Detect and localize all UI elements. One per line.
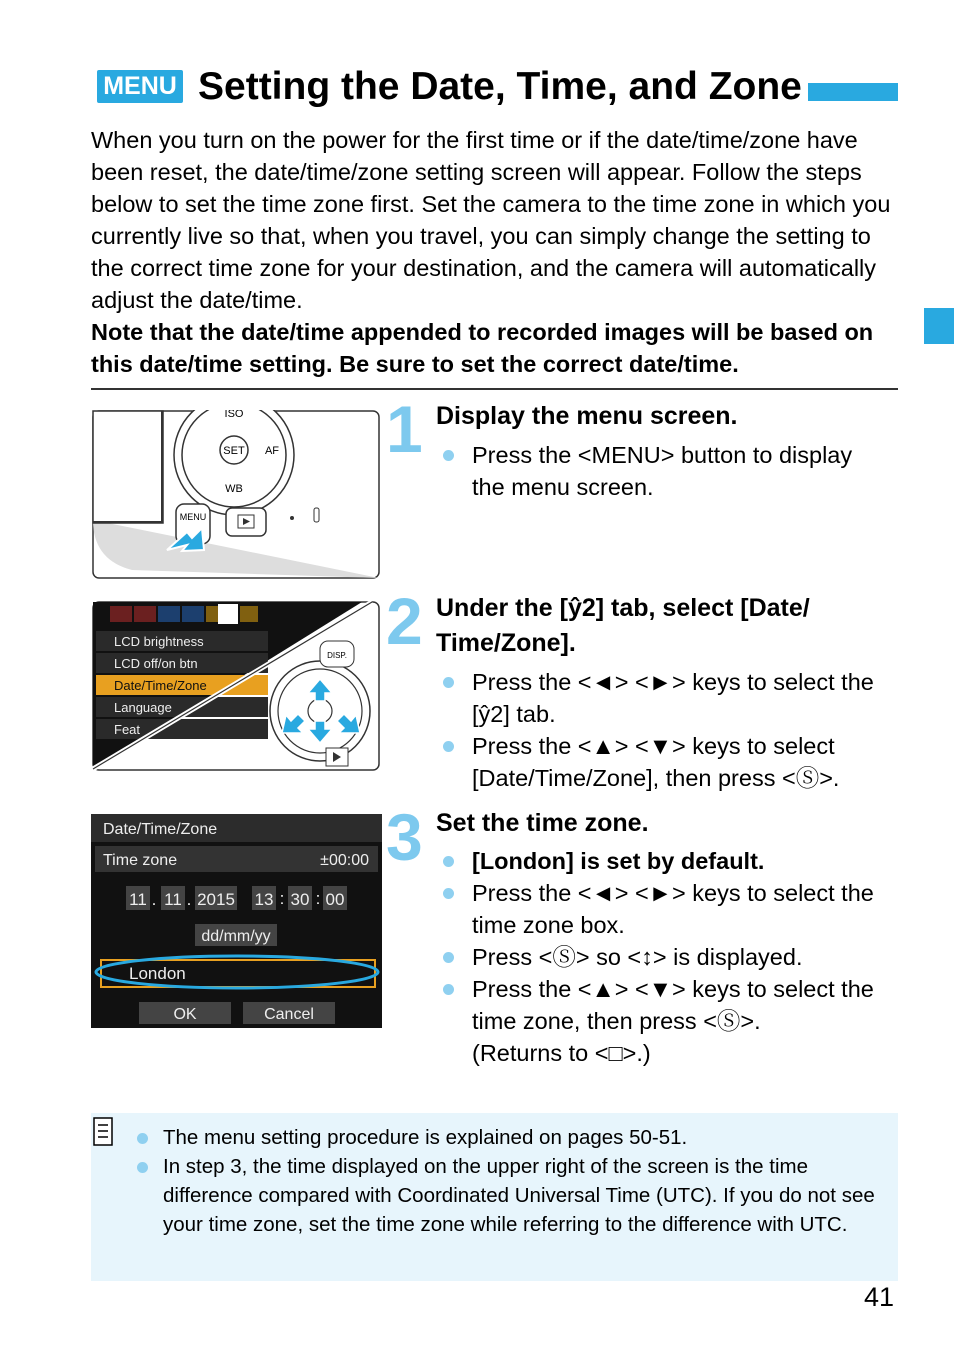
step-1-bullet-1: Press the <MENU> button to display the menu screen.	[436, 439, 876, 503]
menu-item-lcd-offon: LCD off/on btn	[114, 656, 198, 671]
dtz-second: 00	[325, 890, 345, 909]
note-item-1: The menu setting procedure is explained on pages 50-51.	[135, 1123, 885, 1152]
step-3-number: 3	[386, 800, 423, 874]
step-2-bullet-2: Press the <▲> <▼> keys to select [Date/Time/Zone], then press <Ⓢ>.	[436, 730, 876, 794]
step-3-bullets	[436, 845, 876, 1069]
menu-item-feat: Feat	[114, 722, 141, 737]
dtz-year: 2015	[197, 890, 235, 909]
page-number: 41	[864, 1282, 895, 1312]
dtz-month: 11	[164, 890, 182, 909]
chapter-side-tab	[924, 308, 954, 344]
step-3-title: Set the time zone.	[436, 809, 649, 837]
step-3-bullet-4: Press the <▲> <▼> keys to select the time zone, then press <Ⓢ>.	[436, 973, 876, 1037]
step-3-after: (Returns to <□>.)	[472, 1040, 651, 1066]
set-button-label: SET	[223, 445, 245, 457]
date-time-zone-screen-illustration	[91, 814, 382, 1028]
memo-icon	[93, 1117, 115, 1147]
svg-text::: :	[315, 889, 321, 908]
dtz-cancel: Cancel	[264, 1006, 314, 1023]
step-1-number: 1	[386, 392, 423, 466]
dtz-ok: OK	[173, 1006, 197, 1023]
svg-text:.: .	[151, 890, 157, 909]
dtz-zone-label: Time zone	[103, 852, 178, 869]
step-3-bullet-2: Press the <◄> <►> keys to select the time zone box.	[436, 877, 876, 941]
dtz-header: Date/Time/Zone	[103, 821, 218, 838]
step-3-bullet-1: [London] is set by default.	[436, 845, 876, 877]
step-1-title: Display the menu screen.	[436, 402, 738, 430]
step-1-bullets	[436, 439, 876, 503]
camera-menu-button-illustration	[92, 410, 380, 579]
af-label: AF	[264, 445, 280, 457]
page-title: Setting the Date, Time, and Zone	[198, 65, 802, 108]
menu-button-label: MENU	[179, 512, 207, 522]
dtz-minute: 30	[290, 890, 310, 909]
intro-paragraph: When you turn on the power for the first time or if the date/time/zone have been reset, the date/time/zone setting screen will appear. Follow the steps below to set the time zone first. Set the camera to the time zone in which you currently live so that, when you travel, you can simply change the setting to the correct time zone for your destination, and the camera will automatically adjust the date/time.	[91, 127, 891, 313]
intro-text	[91, 124, 903, 380]
divider	[91, 388, 898, 390]
menu-item-lcd-brightness: LCD brightness	[114, 634, 204, 649]
note-box	[91, 1113, 898, 1281]
step-2-bullets	[436, 666, 876, 794]
title-accent-bar	[808, 83, 898, 101]
note-item-2: In step 3, the time displayed on the upper right of the screen is the time difference compared with Coordinated Universal Time (UTC). If you do not see your time zone, set the time zone while referring to the difference with UTC.	[135, 1152, 885, 1239]
menu-item-language: Language	[114, 700, 172, 715]
iso-label: ISO	[224, 410, 244, 420]
svg-text:.: .	[186, 890, 192, 909]
wb-label: WB	[225, 483, 243, 495]
dtz-day: 11	[129, 890, 147, 909]
step-2-title: Under the [ŷ2] tab, select [Date/ Time/Zone].	[436, 594, 810, 657]
step-2-number: 2	[386, 584, 423, 658]
dtz-zone-offset: ±00:00	[320, 852, 369, 869]
step-3-bullet-3: Press <Ⓢ> so <↕> is displayed.	[436, 941, 876, 973]
menu-tab-badge: MENU	[97, 70, 183, 103]
intro-note: Note that the date/time appended to recorded images will be based on this date/time setting. Be sure to set the correct date/time.	[91, 319, 874, 377]
menu-screen-and-keys-illustration	[92, 601, 380, 771]
menu-item-date-time-zone: Date/Time/Zone	[114, 678, 207, 693]
dtz-city: London	[129, 964, 186, 983]
dtz-format: dd/mm/yy	[201, 928, 271, 945]
disp-button-label: DISP.	[327, 651, 347, 660]
dtz-hour: 13	[254, 890, 274, 909]
step-2-bullet-1: Press the <◄> <►> keys to select the [ŷ2] tab.	[436, 666, 876, 730]
svg-text::: :	[279, 889, 285, 908]
